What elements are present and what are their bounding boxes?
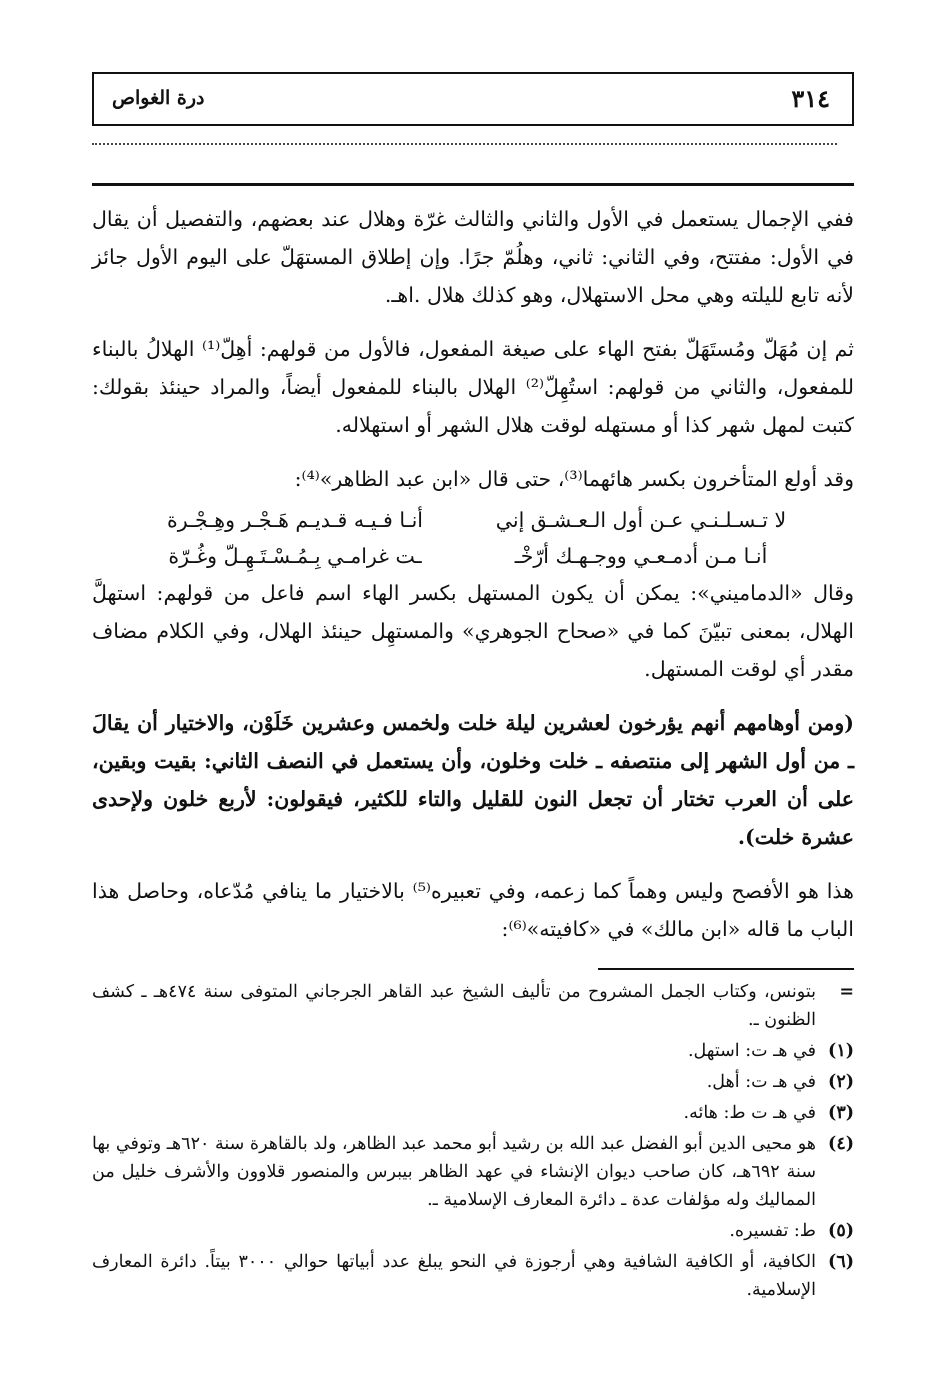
footnote	[92, 1099, 854, 1127]
footnote	[92, 1130, 854, 1214]
footnotes	[92, 978, 854, 1307]
verse-second-hemistich: أنـا فـيـه قـديـم هَـجْـر وهِـجْـرة	[167, 508, 423, 532]
footnote-number: =	[839, 982, 854, 1002]
footnote-number: (٣)	[828, 1103, 854, 1123]
verse-line	[92, 502, 854, 538]
paragraph: ففي الإجمال يستعمل في الأول والثاني والثالث غرّة وهلال عند بعضهم، والتفصيل أن يقال في الأول: مفتتح، وفي الثاني: ثاني، وهلُمّ جرًا. وإن إطلاق المستهَلّ على اليوم الأول جائز لأنه تابع لليلته وهي محل الاستهلال، وهو كذلك هلال .اهـ.	[92, 207, 854, 307]
verse-first-hemistich: لا تـسـلـنـي عـن أول الـعـشـق إني	[495, 508, 787, 532]
footnote-number: (٢)	[828, 1072, 854, 1092]
footnote-text: في هـ ت: استهل.	[687, 1041, 816, 1061]
header-rule	[92, 183, 854, 186]
footnote-text: هو محيى الدين أبو الفضل عبد الله بن رشيد أبو محمد عبد الظاهر، ولد بالقاهرة سنة ٦٢٠هـ وتوفي بها سنة ٦٩٢هـ، كان صاحب ديوان الإنشاء في عهد الظاهر بيبرس والمنصور قلاوون والأشرف خليل من المماليك وله مؤلفات عدة ـ دائرة المعارف الإسلامية ـ.	[92, 1134, 817, 1210]
quoted-paragraph: (ومن أوهامهم أنهم يؤرخون لعشرين ليلة خلت ولخمس وعشرين خَلَوْن، والاختيار أن يقالَ ـ من أول الشهر إلى منتصفه ـ خلت وخلون، وأن يستعمل في النصف الثاني: بقيت وبقين، على أن العرب تختار أن تجعل النون للقليل والتاء للكثير، فيقولون: لأربع خلون ولإحدى عشرة خلت).	[92, 711, 854, 849]
footnote-text: في هـ ت: أهل.	[706, 1072, 816, 1092]
paragraph: هذا هو الأفصح وليس وهماً كما زعمه، وفي تعبيره⁽⁵⁾ بالاختيار ما ينافي مُدّعاه، وحاصل هذا الباب ما قاله «ابن مالك» في «كافيته»⁽⁶⁾:	[92, 879, 854, 941]
footnote-text: بتونس، وكتاب الجمل المشروح من تأليف الشيخ عبد القاهر الجرجاني المتوفى سنة ٤٧٤هـ ـ كشف الظنون ـ.	[92, 982, 816, 1030]
footnote	[92, 1248, 854, 1304]
verse-second-hemistich: ـت غرامـي بِـمُـسْـتَـهِـلّ وغُـرّة	[168, 544, 422, 568]
footnote-text: الكافية، أو الكافية الشافية وهي أرجوزة في النحو يبلغ عدد أبياتها حوالي ٣٠٠٠ بيتاً. دائرة المعارف الإسلامية.	[92, 1252, 816, 1300]
footnote	[92, 1068, 854, 1096]
footnote	[92, 1217, 854, 1245]
footnote	[92, 1037, 854, 1065]
main-text	[92, 200, 854, 964]
paragraph: ثم إن مُهَلّ ومُستَهَلّ بفتح الهاء على صيغة المفعول، فالأول من قولهم: أهِلّ⁽¹⁾ الهلالُ بالبناء للمفعول، والثاني من قولهم: استُهِلّ⁽²⁾ الهلال بالبناء للمفعول أيضاً، والمراد حينئذ بقولك: كتبت لمهل شهر كذا أو مستهله لوقت هلال الشهر أو استهلاله.	[92, 337, 855, 437]
footnote-number: (٤)	[828, 1134, 854, 1154]
footnote-text: في هـ ت ط: هائه.	[683, 1103, 816, 1123]
page-header	[92, 72, 854, 126]
dotted-separator	[92, 143, 837, 145]
paragraph: وقد أولع المتأخرون بكسر هائهما⁽³⁾، حتى قال «ابن عبد الظاهر»⁽⁴⁾:	[294, 467, 854, 491]
footnote	[92, 978, 854, 1034]
verse-first-hemistich: أنـا مـن أدمـعـي ووجـهـك أرّخْـ	[514, 544, 768, 568]
footnote-text: ط: تفسيره.	[729, 1221, 816, 1241]
footnote-number: (١)	[828, 1041, 854, 1061]
paragraph: وقال «الدماميني»: يمكن أن يكون المستهل بكسر الهاء اسم فاعل من قولهم: استهلَّ الهلال، بمعنى تبيّنَ كما في «صحاح الجوهري» والمستهِل حينئذ الهلال، وفي الكلام مضاف مقدر أي لوقت المستهل.	[92, 581, 854, 681]
footnote-number: (٦)	[828, 1252, 854, 1272]
verse-line	[92, 538, 854, 574]
footnote-rule	[598, 968, 854, 970]
running-title: درة الغواص	[112, 87, 205, 109]
footnote-number: (٥)	[828, 1221, 854, 1241]
page-number: ٣١٤	[791, 84, 830, 113]
